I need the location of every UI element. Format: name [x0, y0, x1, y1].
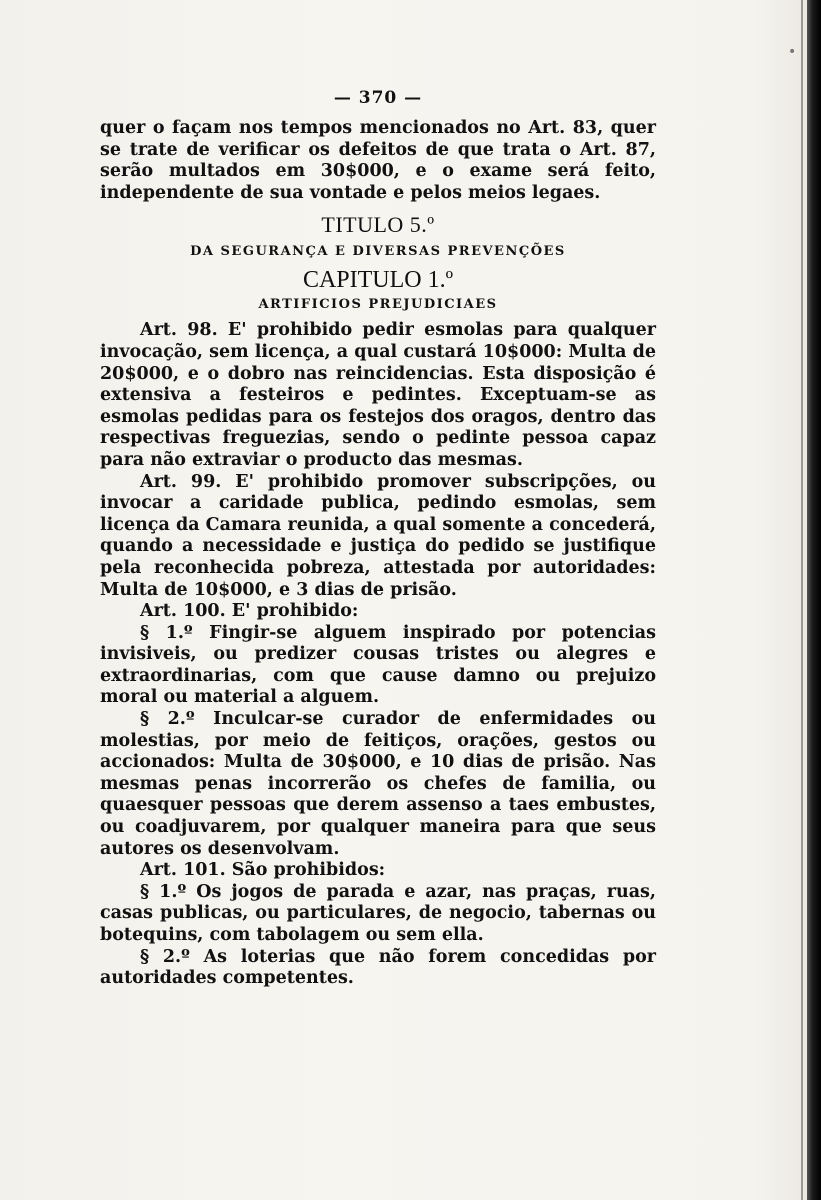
title-subtitle: DA SEGURANÇA E DIVERSAS PREVENÇÕES — [190, 244, 566, 260]
page-number: — 370 — — [333, 88, 423, 108]
paragraph-art-101-s1: § 1.º Os jogos de parada e azar, nas praças, ruas, casas publicas, ou particulares, de negocio, tabernas ou botequins, com tabolagem ou sem ella. — [100, 881, 656, 945]
paragraph-art-98: Art. 98. E' prohibido pedir esmolas para qualquer invocação, sem licença, a qual custará 10$000: Multa de 20$000, e o dobro nas reincidencias. Esta disposição é extensiva a festeiros e pedintes. Exceptuam-se as esmolas pedidas para os festejos dos oragos, dentro das respectivas freguezias, sendo o pedinte pessoa capaz para não extraviar o producto das mesmas. — [100, 320, 656, 470]
paragraph-art-100-s1: § 1.º Fingir-se alguem inspirado por potencias invisiveis, ou predizer cousas tristes ou alegres e extraordinarias, com que cause damno ou prejuizo moral ou material a alguem. — [100, 622, 656, 708]
paragraph-art-101: Art. 101. São prohibidos: — [140, 860, 386, 881]
paragraph-art-100: Art. 100. E' prohibido: — [140, 601, 359, 622]
text-block — [100, 88, 656, 990]
scan-edge-shadow — [807, 0, 821, 1200]
chapter-heading: CAPITULO 1.º — [302, 267, 454, 294]
margin-speck-mark: • — [788, 44, 797, 60]
paragraph-art-101-s2: § 2.º As loterias que não forem concedidas por autoridades competentes. — [100, 946, 656, 989]
opening-paragraph: quer o façam nos tempos mencionados no Art. 83, quer se trate de verificar os defeitos de que trata o Art. 87, serão multados em 30$000, e o exame será feito, independente de sua vontade e pelos meios legaes. — [100, 118, 656, 203]
title-heading: TITULO 5.º — [321, 212, 435, 238]
paragraph-art-100-s2: § 2.º Inculcar-se curador de enfermidades ou molestias, por meio de feitiços, orações, gestos ou accionados: Multa de 30$000, e 10 dias de prisão. Nas mesmas penas incorrerão os chefes de familia, ou quaesquer pessoas que derem assenso a taes embustes, ou coadjuvarem, por qualquer maneira para que seus autores os desenvolvam. — [100, 709, 656, 859]
chapter-subtitle: ARTIFICIOS PREJUDICIAES — [258, 297, 498, 313]
paragraph-art-99: Art. 99. E' prohibido promover subscripções, ou invocar a caridade publica, pedindo esmolas, sem licença da Camara reunida, a qual somente a concederá, quando a necessidade e justiça do pedido se justifique pela reconhecida pobreza, attestada por autoridades: Multa de 10$000, e 3 dias de prisão. — [100, 471, 656, 600]
page-fold-line — [801, 0, 803, 1200]
